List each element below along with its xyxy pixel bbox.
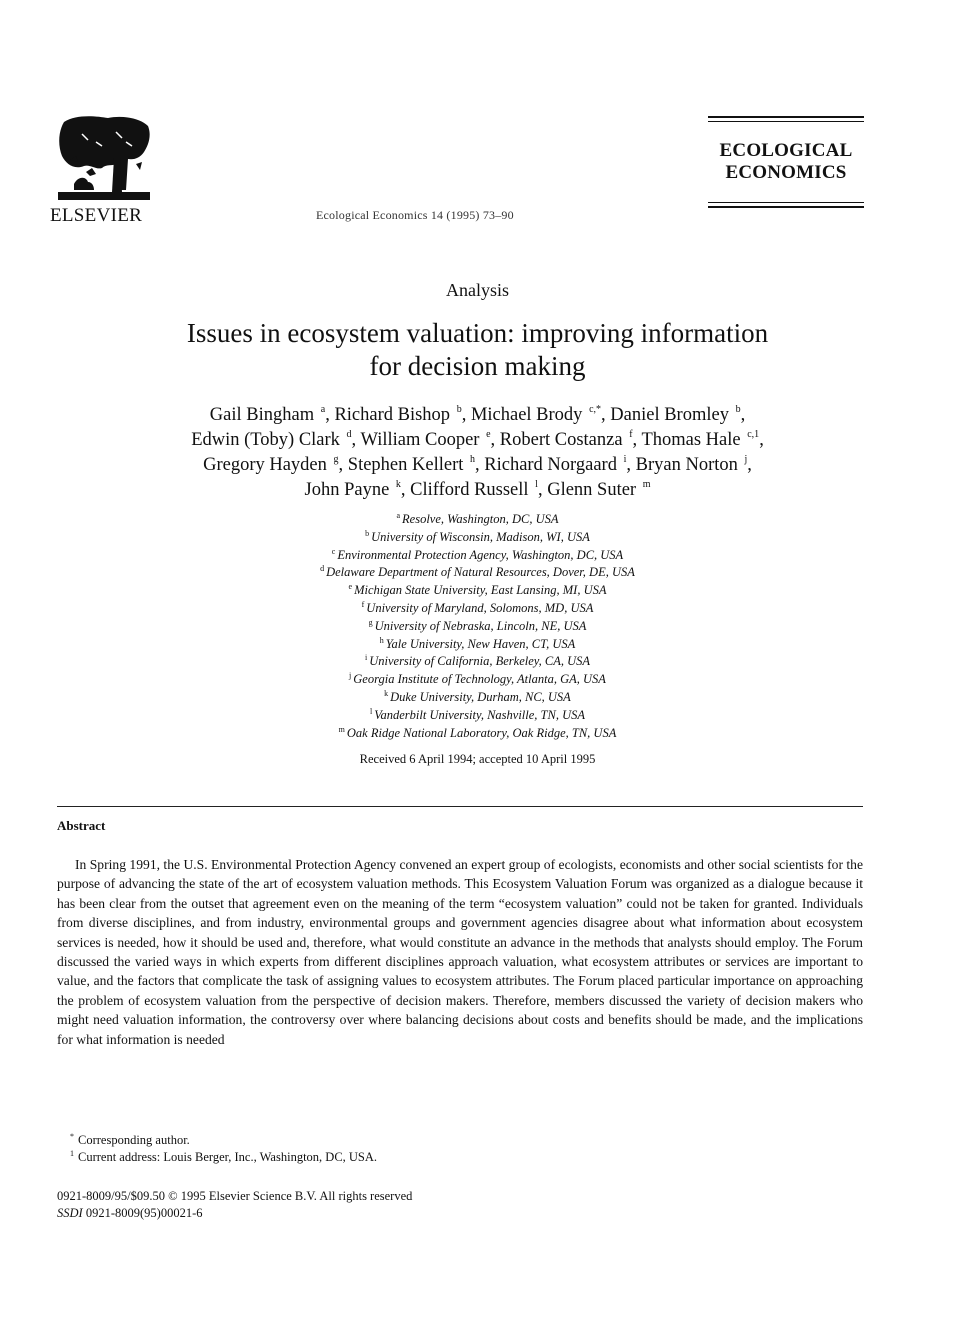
author-separator: , <box>626 455 636 475</box>
affiliation-mark: m <box>338 724 345 734</box>
ssdi-line <box>57 1205 412 1222</box>
author-affiliation-mark: b <box>735 404 741 415</box>
author <box>203 455 348 475</box>
author-name: Gregory Hayden <box>203 455 327 475</box>
author-affiliation-mark: m <box>642 479 651 490</box>
affiliation <box>0 689 955 707</box>
affiliation-mark: a <box>396 511 401 520</box>
abstract-heading: Abstract <box>57 818 106 833</box>
article-section: Analysis <box>446 280 509 300</box>
author-name: William Cooper <box>360 430 480 450</box>
author-name: Gail Bingham <box>209 405 315 425</box>
author-list <box>90 403 865 503</box>
author-name: John Payne <box>304 480 390 500</box>
footnote-text: Current address: Louis Berger, Inc., Washington, DC, USA. <box>78 1150 378 1164</box>
author <box>360 430 499 450</box>
affiliation <box>0 529 955 547</box>
masthead-rule-top-thin <box>708 121 864 122</box>
author-name: Thomas Hale <box>641 430 741 450</box>
author <box>610 405 745 425</box>
affiliation-text: Delaware Department of Natural Resources, Dover, DE, USA <box>326 565 635 580</box>
author <box>641 430 763 450</box>
affiliation-text: Resolve, Washington, DC, USA <box>402 512 559 526</box>
author-separator: , <box>351 430 361 450</box>
affiliation-text: Environmental Protection Agency, Washington, DC, USA <box>337 547 624 562</box>
affiliation <box>0 511 955 529</box>
affiliation <box>0 600 955 618</box>
author-affiliation-mark: b <box>456 404 462 415</box>
copyright-block <box>57 1188 412 1222</box>
affiliation-mark: k <box>384 688 389 698</box>
affiliation <box>0 653 955 671</box>
author <box>334 405 471 425</box>
author-separator: , <box>475 455 485 475</box>
author-affiliation-mark: h <box>470 454 475 465</box>
affiliation-text: Duke University, Durham, NC, USA <box>390 689 571 704</box>
affiliation-text: Yale University, New Haven, CT, USA <box>385 636 576 651</box>
author <box>636 455 752 475</box>
author-name: Robert Costanza <box>499 430 623 450</box>
affiliation <box>0 707 955 725</box>
author-affiliation-mark: l <box>535 479 538 490</box>
journal-name-line2: ECONOMICS <box>725 162 847 183</box>
author-separator: , <box>632 430 642 450</box>
affiliation-mark: f <box>361 599 365 609</box>
journal-name-line1: ECOLOGICAL <box>719 140 853 161</box>
publisher-name: ELSEVIER <box>50 205 143 226</box>
received-dates: Received 6 April 1994; accepted 10 April 1995 <box>359 752 596 766</box>
affiliation-list <box>0 511 955 742</box>
affiliation-text: Vanderbilt University, Nashville, TN, USA <box>374 707 585 722</box>
journal-masthead <box>708 116 864 208</box>
author-separator: , <box>325 405 335 425</box>
affiliation-mark: d <box>320 564 325 574</box>
affiliation-text: Georgia Institute of Technology, Atlanta, GA, USA <box>353 672 606 687</box>
affiliation-text: Oak Ridge National Laboratory, Oak Ridge, TN, USA <box>346 725 617 740</box>
author-name: Richard Bishop <box>334 405 451 425</box>
author-separator: , <box>338 455 348 475</box>
author-separator: , <box>400 480 411 500</box>
affiliation-mark: g <box>368 617 373 627</box>
author-affiliation-mark: f <box>629 429 633 440</box>
masthead-rule-bottom-thin <box>708 202 864 203</box>
author-separator: , <box>601 405 611 425</box>
footnote-mark: * <box>70 1132 74 1141</box>
author-affiliation-mark: c,1 <box>747 429 760 440</box>
footnote <box>70 1132 377 1149</box>
title-line-1: Issues in ecosystem valuation: improving information <box>186 318 769 348</box>
author-separator: , <box>490 430 500 450</box>
affiliation-mark: c <box>331 546 336 556</box>
footnotes <box>70 1132 377 1166</box>
ssdi-label: SSDI <box>57 1206 83 1220</box>
affiliation-mark: e <box>348 582 353 592</box>
author <box>471 405 610 425</box>
abstract-text: In Spring 1991, the U.S. Environmental Protection Agency convened an expert group of ecologists, economists and other social scientists for the purpose of advancing the state of the art of ecosystem valuation methods. This Ecosystem Valuation Forum was organized as a dialogue because it has been clear from the outset that agreement even on the meaning of the term “ecosystem valuation” could not be taken for granted. Individuals from diverse disciplines, and from industry, environmental groups and government agencies disagree about what information about ecosystem services is needed, how it should be used and, therefore, what would constitute an advance in the methods that analysts should employ. The Forum discussed the varied ways in which experts from different disciplines approach valuation, what ecosystem attributes or services are important to value, and the factors that complicate the task of assigning values to ecosystem attributes. The Forum placed particular importance on approaching the problem of ecosystem valuation from the perspective of decision makers. Therefore, members discussed the variety of decision makers who might need valuation information, the controversy over where balancing decisions about costs and benefits should be made, and the implications for what information is needed <box>57 857 863 1047</box>
author <box>547 480 650 500</box>
copyright-line: 0921-8009/95/$09.50 © 1995 Elsevier Science B.V. All rights reserved <box>57 1189 413 1203</box>
author-separator: , <box>740 405 746 425</box>
author-affiliation-mark: j <box>744 454 748 465</box>
author <box>305 480 411 500</box>
section-divider <box>57 806 863 807</box>
author-name: Stephen Kellert <box>347 455 464 475</box>
affiliation-text: University of Wisconsin, Madison, WI, USA <box>371 529 590 544</box>
affiliation-mark: h <box>379 635 384 645</box>
author <box>191 430 360 450</box>
article-title <box>0 317 955 383</box>
footnote-text: Corresponding author. <box>78 1133 190 1147</box>
author <box>484 455 635 475</box>
author-separator: , <box>537 480 548 500</box>
affiliation <box>0 547 955 565</box>
author <box>500 430 642 450</box>
elsevier-tree-icon <box>56 112 152 204</box>
publisher-logo <box>50 112 160 227</box>
affiliation-text: University of California, Berkeley, CA, USA <box>369 654 591 669</box>
affiliation <box>0 618 955 636</box>
title-line-2: for decision making <box>369 351 586 381</box>
author-name: Michael Brody <box>470 405 583 425</box>
author-name: Edwin (Toby) Clark <box>191 430 340 450</box>
author-affiliation-mark: d <box>346 429 352 440</box>
author-affiliation-mark: i <box>623 454 627 465</box>
author-separator: , <box>461 405 471 425</box>
author-name: Bryan Norton <box>635 455 738 475</box>
affiliation-text: University of Nebraska, Lincoln, NE, USA <box>374 618 587 633</box>
affiliation-mark: j <box>349 671 352 681</box>
affiliation-mark: l <box>370 706 373 716</box>
author-separator: , <box>759 430 764 450</box>
author-name: Glenn Suter <box>547 480 637 500</box>
author-affiliation-mark: c,* <box>589 404 602 415</box>
affiliation-mark: b <box>365 528 370 538</box>
author-affiliation-mark: a <box>320 404 326 415</box>
affiliation <box>0 671 955 689</box>
journal-name <box>708 140 864 184</box>
masthead-rule-top <box>708 116 864 118</box>
affiliation <box>0 564 955 582</box>
author-affiliation-mark: k <box>395 479 401 490</box>
affiliation <box>0 725 955 743</box>
author <box>348 455 484 475</box>
affiliation-text: Michigan State University, East Lansing, MI, USA <box>354 583 607 598</box>
author-affiliation-mark: g <box>333 454 339 465</box>
author <box>410 480 547 500</box>
author-name: Clifford Russell <box>410 480 529 500</box>
author-name: Daniel Bromley <box>610 405 729 425</box>
footnote-mark: 1 <box>70 1149 74 1158</box>
author-separator: , <box>747 455 752 475</box>
affiliation <box>0 636 955 654</box>
masthead-rule-bottom <box>708 206 864 208</box>
author-affiliation-mark: e <box>486 429 491 440</box>
ssdi-value: 0921-8009(95)00021-6 <box>82 1206 203 1220</box>
footnote <box>70 1149 377 1166</box>
journal-citation: Ecological Economics 14 (1995) 73–90 <box>316 208 514 222</box>
affiliation <box>0 582 955 600</box>
author <box>210 405 335 425</box>
author-name: Richard Norgaard <box>484 455 617 475</box>
affiliation-mark: i <box>364 653 368 663</box>
affiliation-text: University of Maryland, Solomons, MD, USA <box>366 600 594 615</box>
